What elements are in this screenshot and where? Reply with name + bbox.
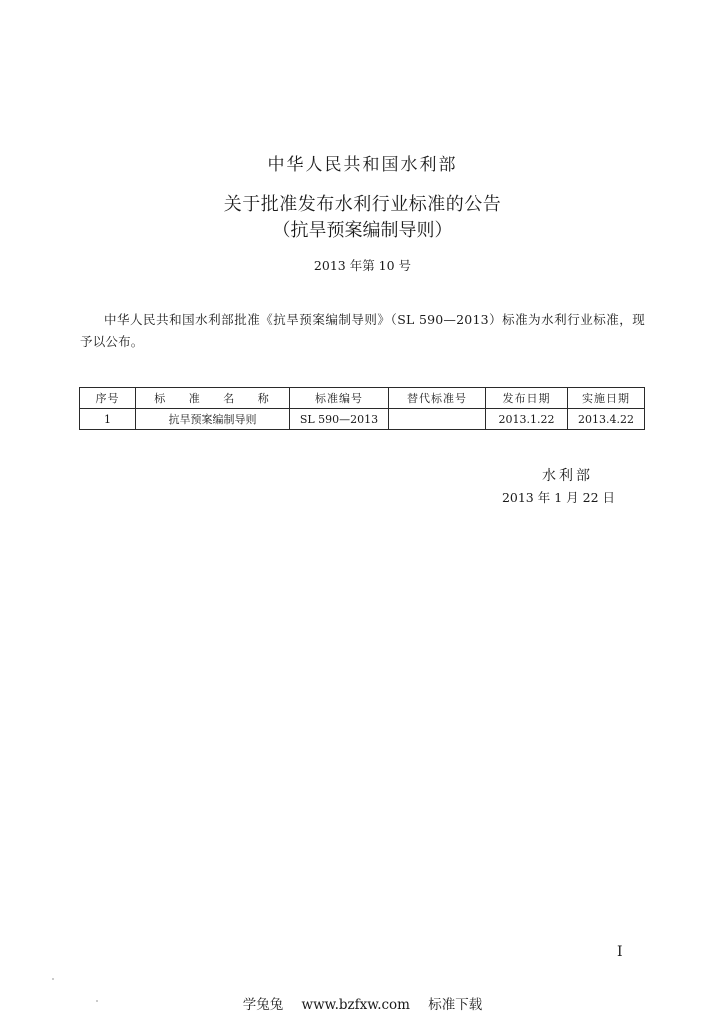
scan-speck — [52, 978, 54, 980]
announcement-title: 关于批准发布水利行业标准的公告 — [223, 194, 502, 215]
cell-standard-code: SL 590—2013 — [290, 409, 389, 430]
announcement-subtitle: （抗旱预案编制导则） — [272, 220, 453, 241]
cell-standard-name: 抗旱预案编制导则 — [136, 409, 290, 430]
cell-serial: 1 — [80, 409, 136, 430]
header-standard-name: 标 准 名 称 — [136, 388, 290, 409]
header-serial: 序号 — [80, 388, 136, 409]
table-header-row — [80, 388, 645, 409]
header-standard-code: 标准编号 — [290, 388, 389, 409]
announcement-body: 中华人民共和国水利部批准《抗旱预案编制导则》（SL 590—2013）标准为水利行业标准，现予以公布。 — [80, 312, 645, 349]
cell-effective-date: 2013.4.22 — [568, 409, 645, 430]
header-replaced-code: 替代标准号 — [389, 388, 486, 409]
footer-url: www.bzfxw.com — [301, 997, 410, 1013]
standards-table — [79, 387, 645, 430]
issuing-ministry: 中华人民共和国水利部 — [267, 155, 458, 175]
table-row — [80, 409, 645, 430]
footer-tagline: 标准下载 — [428, 997, 483, 1013]
scan-speck — [96, 1000, 98, 1002]
cell-replaced-code — [389, 409, 486, 430]
signature-date: 2013 年 1 月 22 日 — [501, 490, 615, 505]
footer-watermark — [0, 993, 725, 1013]
cell-publish-date: 2013.1.22 — [486, 409, 568, 430]
document-number: 2013 年第 10 号 — [313, 258, 412, 273]
signer: 水利部 — [542, 468, 593, 484]
page-number: I — [617, 944, 623, 960]
footer-site-name: 学兔兔 — [242, 997, 284, 1013]
header-publish-date: 发布日期 — [486, 388, 568, 409]
header-effective-date: 实施日期 — [568, 388, 645, 409]
